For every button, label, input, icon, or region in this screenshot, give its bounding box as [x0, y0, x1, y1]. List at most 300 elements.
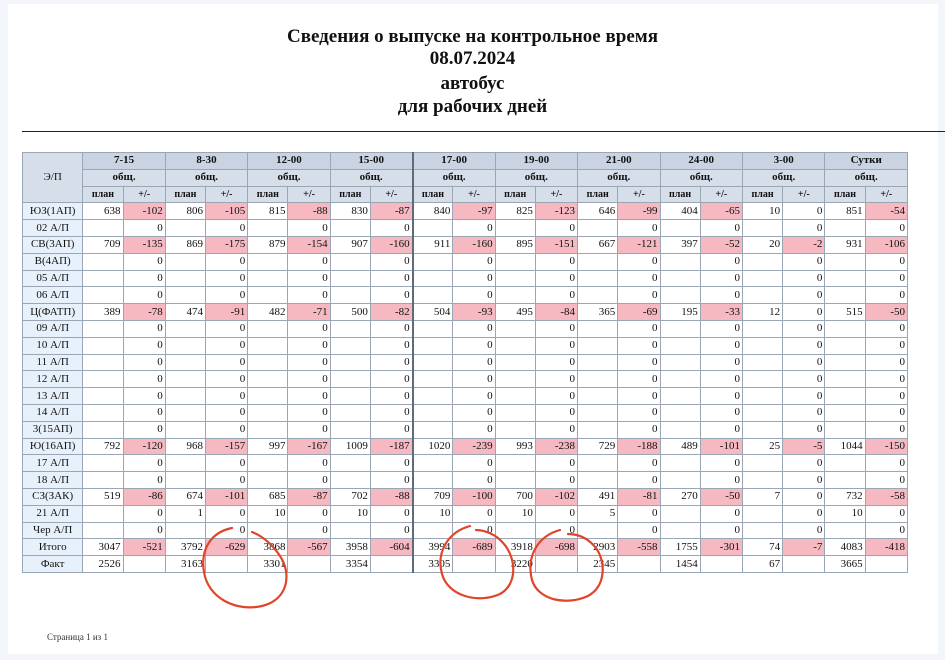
fact-row	[23, 556, 908, 573]
plan-cell	[83, 455, 123, 472]
table-row	[23, 472, 908, 489]
plan-cell	[825, 472, 865, 489]
row-label: В(4АП)	[23, 253, 83, 270]
diff-cell: -52	[700, 236, 742, 253]
plan-cell	[413, 320, 453, 337]
plan-cell: 74	[742, 539, 782, 556]
diff-cell: 0	[618, 354, 660, 371]
diff-cell: 0	[288, 337, 330, 354]
subheader-total: общ.	[330, 169, 412, 186]
fact-cell: 3305	[413, 556, 453, 573]
plan-cell	[248, 472, 288, 489]
row-label: Итого	[23, 539, 83, 556]
plan-cell: 1020	[413, 438, 453, 455]
subheader-total: общ.	[578, 169, 660, 186]
diff-cell: 0	[700, 404, 742, 421]
diff-cell: 0	[123, 253, 165, 270]
subheader-total: общ.	[495, 169, 577, 186]
diff-cell: -689	[453, 539, 495, 556]
plan-cell: 7	[742, 488, 782, 505]
plan-cell	[578, 270, 618, 287]
plan-cell: 495	[495, 304, 535, 321]
plan-cell	[330, 522, 370, 539]
diff-cell: 0	[865, 522, 907, 539]
diff-cell: 0	[700, 505, 742, 522]
table-row	[23, 220, 908, 237]
plan-cell: 20	[742, 236, 782, 253]
table-row	[23, 354, 908, 371]
diff-cell: 0	[206, 354, 248, 371]
diff-header: +/-	[783, 186, 825, 203]
diff-cell: 0	[123, 354, 165, 371]
plan-cell	[742, 337, 782, 354]
plan-cell	[83, 220, 123, 237]
table-row	[23, 421, 908, 438]
plan-cell	[660, 455, 700, 472]
diff-cell: -54	[865, 203, 907, 220]
plan-cell: 10	[742, 203, 782, 220]
diff-cell: -100	[453, 488, 495, 505]
plan-cell	[742, 472, 782, 489]
plan-cell: 365	[578, 304, 618, 321]
table-row	[23, 404, 908, 421]
diff-cell: 0	[783, 371, 825, 388]
diff-cell: -567	[288, 539, 330, 556]
diff-cell: -69	[618, 304, 660, 321]
plan-cell	[330, 472, 370, 489]
diff-cell: -101	[206, 488, 248, 505]
diff-cell: 0	[618, 371, 660, 388]
diff-cell: 0	[700, 455, 742, 472]
diff-cell: 0	[535, 253, 577, 270]
diff-cell: 0	[618, 472, 660, 489]
header-rule	[22, 131, 945, 132]
diff-cell: 0	[700, 337, 742, 354]
plan-cell	[742, 287, 782, 304]
plan-cell	[660, 253, 700, 270]
plan-cell: 646	[578, 203, 618, 220]
diff-cell: 0	[535, 505, 577, 522]
row-label: 3(15АП)	[23, 421, 83, 438]
diff-cell: 0	[370, 421, 412, 438]
diff-cell: 0	[288, 354, 330, 371]
plan-cell	[165, 388, 205, 405]
row-label: СЗ(ЗАК)	[23, 488, 83, 505]
plan-cell	[248, 371, 288, 388]
diff-cell: 0	[865, 354, 907, 371]
diff-header: +/-	[123, 186, 165, 203]
diff-cell: 0	[453, 220, 495, 237]
diff-cell: 0	[783, 472, 825, 489]
diff-cell: 0	[535, 472, 577, 489]
diff-cell: 0	[783, 388, 825, 405]
diff-cell: 0	[123, 287, 165, 304]
time-slot-header: 17-00	[413, 153, 495, 170]
plan-cell: 195	[660, 304, 700, 321]
plan-cell	[248, 220, 288, 237]
plan-cell: 10	[248, 505, 288, 522]
diff-cell: 0	[206, 472, 248, 489]
diff-cell: 0	[370, 337, 412, 354]
plan-cell	[495, 404, 535, 421]
plan-cell: 3994	[413, 539, 453, 556]
diff-cell: -71	[288, 304, 330, 321]
plan-cell	[165, 404, 205, 421]
diff-cell: 0	[288, 253, 330, 270]
plan-cell	[83, 404, 123, 421]
plan-cell: 504	[413, 304, 453, 321]
diff-cell: -188	[618, 438, 660, 455]
subheader-total: общ.	[83, 169, 165, 186]
fact-cell: 67	[742, 556, 782, 573]
diff-cell: 0	[865, 505, 907, 522]
table-row	[23, 270, 908, 287]
diff-cell: 0	[783, 253, 825, 270]
diff-cell: 0	[535, 421, 577, 438]
plan-cell	[742, 404, 782, 421]
diff-cell: 0	[453, 404, 495, 421]
plan-cell	[825, 270, 865, 287]
plan-cell	[578, 472, 618, 489]
diff-cell: 0	[700, 354, 742, 371]
diff-cell: 0	[123, 337, 165, 354]
diff-cell: -88	[288, 203, 330, 220]
plan-cell	[578, 404, 618, 421]
plan-cell	[83, 522, 123, 539]
diff-cell: 0	[783, 488, 825, 505]
plan-cell	[825, 522, 865, 539]
diff-header: +/-	[370, 186, 412, 203]
diff-cell: 0	[370, 455, 412, 472]
plan-cell	[330, 404, 370, 421]
fact-empty-cell	[865, 556, 907, 573]
plan-cell	[413, 522, 453, 539]
corner-label: Э/П	[23, 153, 83, 203]
diff-cell: 0	[865, 287, 907, 304]
diff-cell: 0	[206, 371, 248, 388]
diff-cell: 0	[206, 455, 248, 472]
plan-cell	[165, 354, 205, 371]
diff-cell: 0	[865, 421, 907, 438]
diff-cell: 0	[700, 371, 742, 388]
plan-cell	[742, 320, 782, 337]
diff-cell: 0	[618, 404, 660, 421]
plan-cell	[578, 421, 618, 438]
diff-header: +/-	[206, 186, 248, 203]
table-row	[23, 455, 908, 472]
diff-cell: -151	[535, 236, 577, 253]
plan-cell	[742, 253, 782, 270]
diff-cell: 0	[453, 253, 495, 270]
plan-cell	[578, 287, 618, 304]
diff-cell: -93	[453, 304, 495, 321]
diff-cell: 0	[535, 287, 577, 304]
plan-cell	[83, 253, 123, 270]
plan-cell	[660, 354, 700, 371]
plan-cell	[330, 320, 370, 337]
diff-cell: -238	[535, 438, 577, 455]
plan-cell	[413, 253, 453, 270]
diff-cell: -698	[535, 539, 577, 556]
subheader-total: общ.	[825, 169, 908, 186]
diff-cell: 0	[865, 472, 907, 489]
plan-cell: 3792	[165, 539, 205, 556]
row-label: 11 А/П	[23, 354, 83, 371]
diff-cell: 0	[288, 404, 330, 421]
subheader-total: общ.	[413, 169, 495, 186]
plan-cell	[165, 371, 205, 388]
diff-cell: 0	[453, 472, 495, 489]
plan-cell: 2903	[578, 539, 618, 556]
table-row	[23, 203, 908, 220]
diff-cell: 0	[453, 287, 495, 304]
plan-cell	[660, 472, 700, 489]
diff-cell: 0	[865, 404, 907, 421]
plan-cell	[578, 455, 618, 472]
plan-cell	[495, 472, 535, 489]
plan-cell	[330, 371, 370, 388]
plan-cell	[248, 320, 288, 337]
plan-cell	[742, 270, 782, 287]
diff-cell: 0	[783, 287, 825, 304]
diff-cell: 0	[206, 421, 248, 438]
plan-cell: 482	[248, 304, 288, 321]
diff-cell: 0	[618, 270, 660, 287]
diff-cell: 0	[453, 388, 495, 405]
plan-cell: 1	[165, 505, 205, 522]
fact-empty-cell	[535, 556, 577, 573]
row-label: 21 А/П	[23, 505, 83, 522]
plan-cell	[83, 320, 123, 337]
day-type: для рабочих дней	[397, 96, 548, 117]
diff-cell: 0	[370, 472, 412, 489]
diff-cell: 0	[783, 270, 825, 287]
plan-cell: 10	[330, 505, 370, 522]
row-label: 09 А/П	[23, 320, 83, 337]
plan-cell	[83, 505, 123, 522]
diff-cell: -50	[700, 488, 742, 505]
fact-empty-cell	[783, 556, 825, 573]
diff-cell: -87	[288, 488, 330, 505]
plan-cell: 732	[825, 488, 865, 505]
diff-cell: 0	[453, 354, 495, 371]
diff-cell: -91	[206, 304, 248, 321]
diff-cell: -58	[865, 488, 907, 505]
plan-cell: 12	[742, 304, 782, 321]
diff-cell: 0	[453, 270, 495, 287]
diff-cell: 0	[700, 287, 742, 304]
plan-cell	[495, 354, 535, 371]
plan-cell: 911	[413, 236, 453, 253]
diff-cell: 0	[700, 472, 742, 489]
plan-cell: 25	[742, 438, 782, 455]
diff-cell: 0	[123, 320, 165, 337]
plan-cell: 638	[83, 203, 123, 220]
plan-cell	[578, 354, 618, 371]
plan-cell	[742, 421, 782, 438]
diff-cell: 0	[123, 388, 165, 405]
plan-cell	[248, 455, 288, 472]
diff-cell: 0	[783, 505, 825, 522]
diff-cell: -84	[535, 304, 577, 321]
table-row	[23, 320, 908, 337]
plan-cell	[248, 354, 288, 371]
plan-cell	[413, 472, 453, 489]
plan-cell	[660, 421, 700, 438]
diff-cell: -301	[700, 539, 742, 556]
diff-cell: -105	[206, 203, 248, 220]
plan-cell	[83, 287, 123, 304]
diff-cell: 0	[783, 220, 825, 237]
diff-header: +/-	[865, 186, 907, 203]
time-slot-header: 15-00	[330, 153, 412, 170]
diff-cell: -81	[618, 488, 660, 505]
plan-cell	[165, 270, 205, 287]
plan-cell	[825, 371, 865, 388]
diff-cell: -7	[783, 539, 825, 556]
plan-cell	[83, 421, 123, 438]
diff-cell: 0	[453, 522, 495, 539]
plan-cell	[825, 421, 865, 438]
plan-cell	[330, 220, 370, 237]
diff-cell: 0	[783, 304, 825, 321]
plan-cell	[825, 287, 865, 304]
plan-cell: 700	[495, 488, 535, 505]
plan-cell	[330, 253, 370, 270]
diff-cell: 0	[206, 270, 248, 287]
plan-cell	[742, 455, 782, 472]
diff-cell: 0	[618, 287, 660, 304]
diff-cell: 0	[206, 337, 248, 354]
diff-cell: 0	[370, 253, 412, 270]
plan-cell	[578, 371, 618, 388]
plan-cell	[330, 337, 370, 354]
plan-cell	[742, 220, 782, 237]
diff-cell: -160	[453, 236, 495, 253]
diff-cell: -102	[123, 203, 165, 220]
plan-cell	[413, 455, 453, 472]
time-slot-header: 19-00	[495, 153, 577, 170]
row-label: Факт	[23, 556, 83, 573]
row-label: 14 А/П	[23, 404, 83, 421]
row-label: 17 А/П	[23, 455, 83, 472]
plan-cell: 702	[330, 488, 370, 505]
diff-cell: 0	[618, 337, 660, 354]
time-slot-header: Сутки	[825, 153, 908, 170]
plan-cell: 10	[495, 505, 535, 522]
diff-cell: 0	[535, 388, 577, 405]
row-label: 18 А/П	[23, 472, 83, 489]
plan-cell	[825, 220, 865, 237]
plan-cell: 1044	[825, 438, 865, 455]
plan-cell	[825, 253, 865, 270]
plan-cell: 869	[165, 236, 205, 253]
diff-cell: 0	[206, 253, 248, 270]
plan-cell: 3918	[495, 539, 535, 556]
diff-cell: 0	[370, 371, 412, 388]
plan-cell	[248, 287, 288, 304]
diff-cell: 0	[865, 220, 907, 237]
transport-type: автобус	[440, 73, 505, 94]
plan-cell: 404	[660, 203, 700, 220]
diff-cell: 0	[783, 421, 825, 438]
plan-cell	[742, 371, 782, 388]
diff-cell: 0	[783, 522, 825, 539]
diff-cell: 0	[370, 522, 412, 539]
table-row	[23, 488, 908, 505]
diff-cell: 0	[206, 505, 248, 522]
row-label: 05 А/П	[23, 270, 83, 287]
diff-cell: -88	[370, 488, 412, 505]
row-label: Ю(16АП)	[23, 438, 83, 455]
plan-header: план	[165, 186, 205, 203]
diff-cell: -418	[865, 539, 907, 556]
diff-cell: 0	[206, 320, 248, 337]
subheader-total: общ.	[660, 169, 742, 186]
diff-cell: 0	[618, 522, 660, 539]
diff-cell: 0	[618, 253, 660, 270]
fact-empty-cell	[700, 556, 742, 573]
fact-empty-cell	[618, 556, 660, 573]
diff-cell: 0	[700, 270, 742, 287]
plan-cell	[578, 220, 618, 237]
plan-cell	[413, 337, 453, 354]
plan-cell	[248, 270, 288, 287]
diff-cell: 0	[865, 320, 907, 337]
diff-header: +/-	[453, 186, 495, 203]
table-row	[23, 522, 908, 539]
plan-cell: 1009	[330, 438, 370, 455]
plan-cell	[742, 388, 782, 405]
diff-cell: 0	[370, 220, 412, 237]
diff-cell: 0	[288, 371, 330, 388]
diff-header: +/-	[700, 186, 742, 203]
plan-cell	[742, 505, 782, 522]
plan-cell: 270	[660, 488, 700, 505]
table-row	[23, 304, 908, 321]
plan-cell: 729	[578, 438, 618, 455]
diff-cell: 0	[618, 455, 660, 472]
diff-cell: 0	[123, 472, 165, 489]
diff-cell: 0	[288, 220, 330, 237]
diff-cell: 0	[370, 404, 412, 421]
diff-cell: -558	[618, 539, 660, 556]
plan-cell: 993	[495, 438, 535, 455]
diff-cell: 0	[535, 270, 577, 287]
plan-cell	[165, 455, 205, 472]
plan-cell	[165, 220, 205, 237]
fact-cell: 2526	[83, 556, 123, 573]
plan-cell	[495, 287, 535, 304]
plan-cell	[578, 337, 618, 354]
plan-cell	[495, 253, 535, 270]
diff-cell: 0	[288, 472, 330, 489]
plan-cell	[495, 421, 535, 438]
plan-header: план	[825, 186, 865, 203]
plan-cell: 840	[413, 203, 453, 220]
diff-cell: -50	[865, 304, 907, 321]
plan-cell	[660, 220, 700, 237]
diff-cell: 0	[288, 455, 330, 472]
plan-header: план	[495, 186, 535, 203]
table-row	[23, 337, 908, 354]
plan-cell	[165, 287, 205, 304]
diff-cell: -97	[453, 203, 495, 220]
diff-cell: -78	[123, 304, 165, 321]
plan-cell	[83, 371, 123, 388]
diff-cell: 0	[535, 404, 577, 421]
diff-cell: 0	[453, 320, 495, 337]
